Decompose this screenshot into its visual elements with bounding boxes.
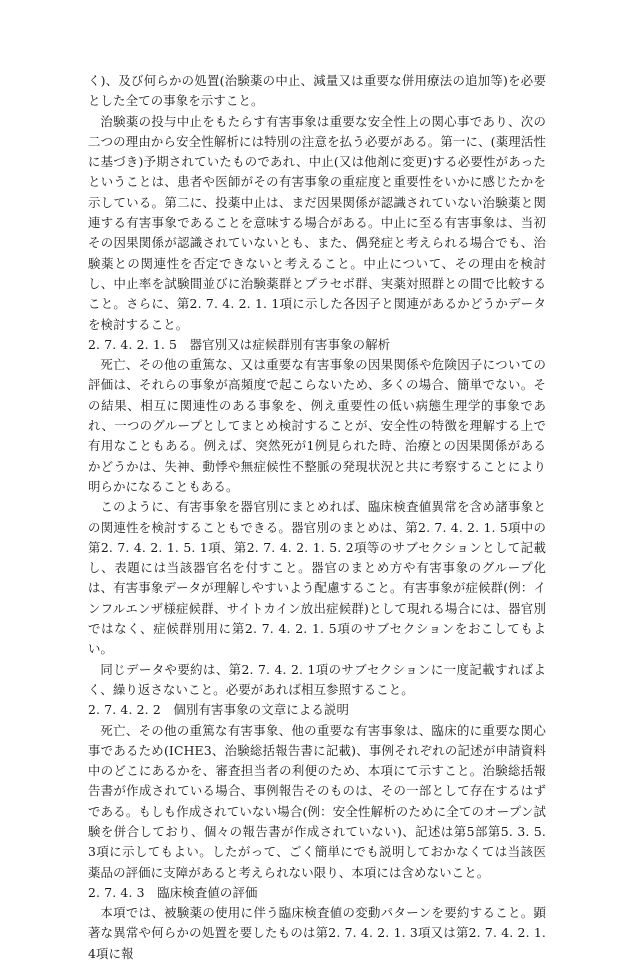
document-body — [88, 71, 546, 964]
paragraph-organ-grouping: このように、有害事象を器官別にまとめれば、臨床検査値異常を含め諸事象との関連性を検討することもできる。器官別のまとめは、第2. 7. 4. 2. 1. 5項中の第2. 7. 4. 2. 1. 5. 1項、第2. 7. 4. 2. 1. 5. 2項等のサブセクションとして記載し、表題には当該器官名を付すこと。器官のまとめ方や有害事象のグループ化は、有害事象データが理解しやすいよう配慮すること。有害事象が症候群(例：インフルエンザ様症候群、サイトカイン放出症候群)として現れる場合には、器官別ではなく、症候群別用に第2. 7. 4. 2. 1. 5項のサブセクションをおこしてもよい。 — [88, 499, 546, 657]
paragraph-organ-analysis: 死亡、その他の重篤な、又は重要な有害事象の因果関係や危険因子についての評価は、それらの事象が高頻度で起こらないため、多くの場合、簡単でない。その結果、相互に関連性のある事象を、例え重要性の低い病態生理学的事象であれ、一つのグループとしてまとめ検討することが、安全性の特徴を理解する上で有用なこともある。例えば、突然死が1例見られた時、治療との因果関係があるかどうかは、失神、動悸や無症候性不整脈の発現状況と共に考察することにより明らかになることもある。 — [88, 357, 546, 494]
paragraph-lab-evaluation: 本項では、被験薬の使用に伴う臨床検査値の変動パターンを要約すること。顕著な異常や何らかの処置を要したものは第2. 7. 4. 2. 1. 3項又は第2. 7. 4. 2. 1. 4項に報 — [88, 905, 546, 961]
continuation-paragraph: く)、及び何らかの処置(治験薬の中止、減量又は重要な併用療法の追加等)を必要とした全ての事象を示すこと。 — [88, 73, 546, 109]
paragraph-cross-reference: 同じデータや要約は、第2. 7. 4. 2. 1項のサブセクションに一度記載すればよく、繰り返さないこと。必要があれば相互参照すること。 — [88, 661, 546, 697]
paragraph-narratives: 死亡、その他の重篤な有害事象、他の重要な有害事象は、臨床的に重要な関心事であるため(ICHE3、治験総括報告書に記載)、事例それぞれの記述が申請資料中のどこにあるかを、審査担当者の利便のため、本項にて示すこと。治験総括報告書が作成されている場合、事例報告そのものは、その一部として存在するはずである。もしも作成されていない場合(例：安全性解析のために全てのオープン試験を併合しており、個々の報告書が作成されていない)、記述は第5部第5. 3. 5. 3項に示してもよい。したがって、ごく簡単にでも説明しておかなくては当該医薬品の評価に支障があると考えられない限り、本項には含めないこと。 — [88, 722, 546, 880]
section-heading-2-7-4-2-2: 2. 7. 4. 2. 2 個別有害事象の文章による説明 — [88, 702, 349, 718]
section-heading-2-7-4-3: 2. 7. 4. 3 臨床検査値の評価 — [88, 884, 258, 900]
section-heading-2-7-4-2-1-5: 2. 7. 4. 2. 1. 5 器官別又は症候群別有害事象の解析 — [88, 336, 391, 352]
paragraph-discontinuation: 治験薬の投与中止をもたらす有害事象は重要な安全性上の関心事であり、次の二つの理由から安全性解析には特別の注意を払う必要がある。第一に、(薬理活性に基づき)予期されていたものであれ、中止(又は他剤に変更)する必要性があったということは、患者や医師がその有害事象の重症度と重要性をいかに感じたかを示している。第二に、投薬中止は、まだ因果関係が認識されていない治験薬と関連する有害事象であることを意味する場合がある。中止に至る有害事象は、当初その因果関係が認識されていないとも、また、偶発症と考えられる場合でも、治験薬との関連性を否定できないと考えること。中止について、その理由を検討し、中止率を試験間並びに治験薬群とプラセボ群、実薬対照群との間で比較すること。さらに、第2. 7. 4. 2. 1. 1項に示した各因子と関連があるかどうかデータを検討すること。 — [88, 113, 546, 332]
